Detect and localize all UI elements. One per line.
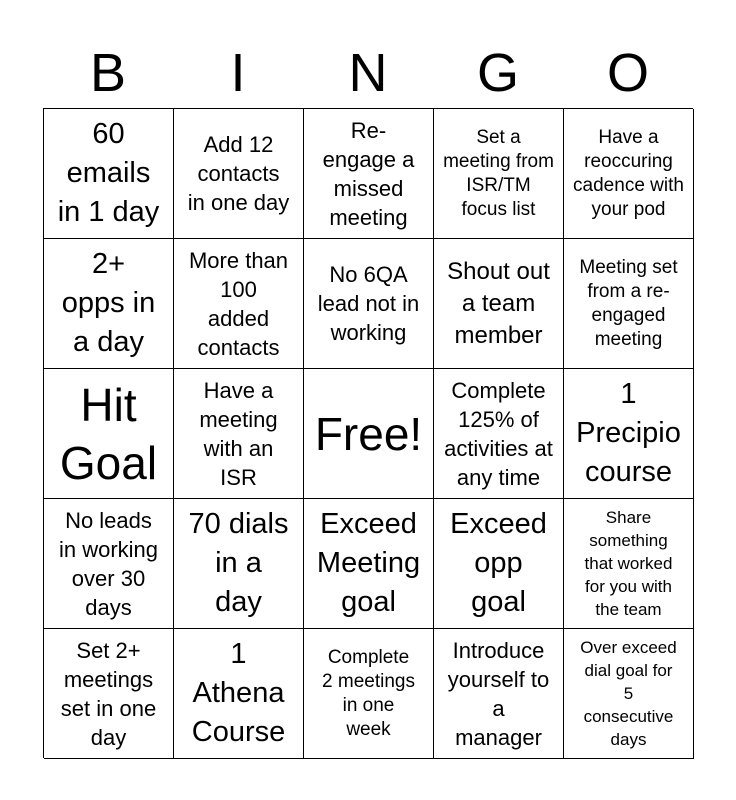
bingo-header bbox=[43, 38, 693, 108]
bingo-cell-text: Shout out a team member bbox=[447, 257, 550, 349]
bingo-cell-r1c5[interactable] bbox=[564, 109, 694, 239]
bingo-cell-r5c3[interactable] bbox=[304, 629, 434, 759]
bingo-cell-r5c4[interactable] bbox=[434, 629, 564, 759]
bingo-cell-r1c3[interactable] bbox=[304, 109, 434, 239]
bingo-cell-r3c1[interactable] bbox=[44, 369, 174, 499]
bingo-cell-text: Have a reoccuring cadence with your pod bbox=[573, 126, 684, 220]
bingo-cell-r5c1[interactable] bbox=[44, 629, 174, 759]
header-letter-o: O bbox=[606, 43, 649, 103]
bingo-cell-text: Complete 125% of activities at any time bbox=[444, 377, 553, 490]
bingo-cell-r5c5[interactable] bbox=[564, 629, 694, 759]
bingo-cell-text: 60 emails in 1 day bbox=[57, 118, 160, 228]
bingo-cell-text: Exceed Meeting goal bbox=[316, 508, 421, 618]
bingo-cell-text: Complete 2 meetings in one week bbox=[322, 646, 415, 740]
bingo-cell-r4c2[interactable] bbox=[174, 499, 304, 629]
bingo-cell-text: Add 12 contacts in one day bbox=[187, 132, 290, 215]
bingo-cell-r1c4[interactable] bbox=[434, 109, 564, 239]
bingo-cell-r1c1[interactable] bbox=[44, 109, 174, 239]
bingo-cell-text: 1 Athena Course bbox=[191, 638, 286, 748]
bingo-cell-r4c1[interactable] bbox=[44, 499, 174, 629]
bingo-cell-r5c2[interactable] bbox=[174, 629, 304, 759]
bingo-cell-r4c4[interactable] bbox=[434, 499, 564, 629]
bingo-cell-r4c5[interactable] bbox=[564, 499, 694, 629]
free-space-text: Free! bbox=[314, 407, 423, 460]
header-letter-n: N bbox=[348, 43, 388, 103]
bingo-cell-text: 70 dials in a day bbox=[188, 508, 289, 618]
bingo-board bbox=[43, 108, 693, 758]
bingo-cell-text: No 6QA lead not in working bbox=[317, 262, 420, 345]
bingo-cell-text: More than 100 added contacts bbox=[188, 247, 289, 360]
bingo-cell-text: No leads in working over 30 days bbox=[58, 507, 159, 620]
bingo-cell-r1c2[interactable] bbox=[174, 109, 304, 239]
bingo-cell-text: Hit Goal bbox=[59, 378, 158, 489]
bingo-cell-r2c3[interactable] bbox=[304, 239, 434, 369]
bingo-cell-r2c5[interactable] bbox=[564, 239, 694, 369]
bingo-cell-text: 2+ opps in a day bbox=[61, 248, 156, 358]
bingo-cell-r3c2[interactable] bbox=[174, 369, 304, 499]
bingo-cell-r3c5[interactable] bbox=[564, 369, 694, 499]
bingo-cell-text: Meeting set from a re- engaged meeting bbox=[579, 256, 678, 350]
bingo-cell-text: Set a meeting from ISR/TM focus list bbox=[443, 126, 554, 220]
bingo-cell-text: Exceed opp goal bbox=[450, 508, 547, 618]
bingo-cell-text: Share something that worked for you with the team bbox=[584, 508, 673, 619]
bingo-cell-r2c4[interactable] bbox=[434, 239, 564, 369]
bingo-cell-r3c4[interactable] bbox=[434, 369, 564, 499]
bingo-cell-free[interactable] bbox=[304, 369, 434, 499]
header-letter-i: I bbox=[230, 43, 246, 103]
bingo-cell-text: Over exceed dial goal for 5 consecutive days bbox=[580, 638, 677, 749]
bingo-cell-text: Have a meeting with an ISR bbox=[199, 377, 278, 490]
bingo-cell-r2c1[interactable] bbox=[44, 239, 174, 369]
bingo-cell-text: 1 Precipio course bbox=[576, 378, 681, 488]
bingo-cell-text: Set 2+ meetings set in one day bbox=[60, 637, 157, 750]
bingo-cell-text: Introduce yourself to a manager bbox=[447, 637, 550, 750]
header-letter-b: B bbox=[89, 43, 127, 103]
bingo-cell-text: Re- engage a missed meeting bbox=[322, 117, 415, 230]
bingo-cell-r2c2[interactable] bbox=[174, 239, 304, 369]
header-letter-g: G bbox=[476, 43, 519, 103]
bingo-cell-r4c3[interactable] bbox=[304, 499, 434, 629]
